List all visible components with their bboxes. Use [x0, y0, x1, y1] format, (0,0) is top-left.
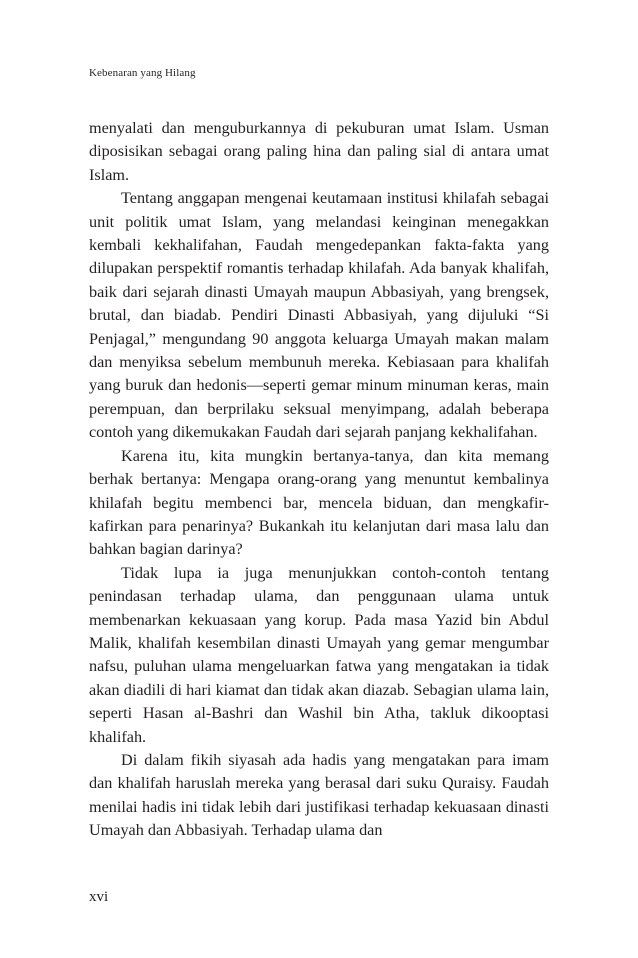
- page-number: xvi: [89, 889, 109, 905]
- body-text: [89, 117, 549, 843]
- paragraph-continuation: menyalati dan menguburkannya di pekuburan umat Islam. Usman diposisikan sebagai orang paling hina dan paling sial di antara umat Islam.: [89, 119, 549, 184]
- paragraph-fikih-siyasah: Di dalam fikih siyasah ada hadis yang mengatakan para imam dan khalifah haruslah mereka yang berasal dari suku Quraisy. Faudah menilai hadis ini tidak lebih dari justifikasi terhadap kekuasaan dinasti Umayah dan Abbasiyah. Terhadap ulama dan: [89, 750, 549, 840]
- paragraph-ulama-oppression: Tidak lupa ia juga menunjukkan contoh-contoh tentang penindasan terhadap ulama, dan penggunaan ulama untuk membenarkan kekuasaan yang korup. Pada masa Yazid bin Abdul Malik, khalifah kesembilan dinasti Umayah yang gemar mengumbar nafsu, puluhan ulama mengeluarkan fatwa yang mengatakan ia tidak akan diadili di hari kiamat dan tidak akan diazab. Sebagian ulama lain, seperti Hasan al-Bashri dan Washil bin Atha, takluk dikooptasi khalifah.: [89, 563, 549, 746]
- running-header: Kebenaran yang Hilang: [89, 67, 196, 79]
- paragraph-question: Karena itu, kita mungkin bertanya-tanya, dan kita memang berhak bertanya: Mengapa orang-orang yang menuntut kembalinya khilafah begitu membenci bar, mencela biduan, dan mengkafir-kafirkan para penarinya? Bukankah itu kelanjutan dari masa lalu dan bahkan bagian darinya?: [89, 446, 549, 559]
- paragraph-khilafah-institution: Tentang anggapan mengenai keutamaan institusi khilafah sebagai unit politik umat Islam, yang melandasi keinginan menegakkan kembali kekhalifahan, Faudah mengedepankan fakta-fakta yang dilupakan perspektif romantis terhadap khilafah. Ada banyak khalifah, baik dari sejarah dinasti Umayah maupun Abbasiyah, yang brengsek, brutal, dan biadab. Pendiri Dinasti Abbasiyah, yang dijuluki “Si Penjagal,” mengundang 90 anggota keluarga Umayah makan malam dan menyiksa sebelum membunuh mereka. Kebiasaan para khalifah yang buruk dan hedonis—seperti gemar minum minuman keras, main perempuan, dan berprilaku seksual menyimpang, adalah beberapa contoh yang dikemukakan Faudah dari sejarah panjang kekhalifahan.: [89, 189, 549, 442]
